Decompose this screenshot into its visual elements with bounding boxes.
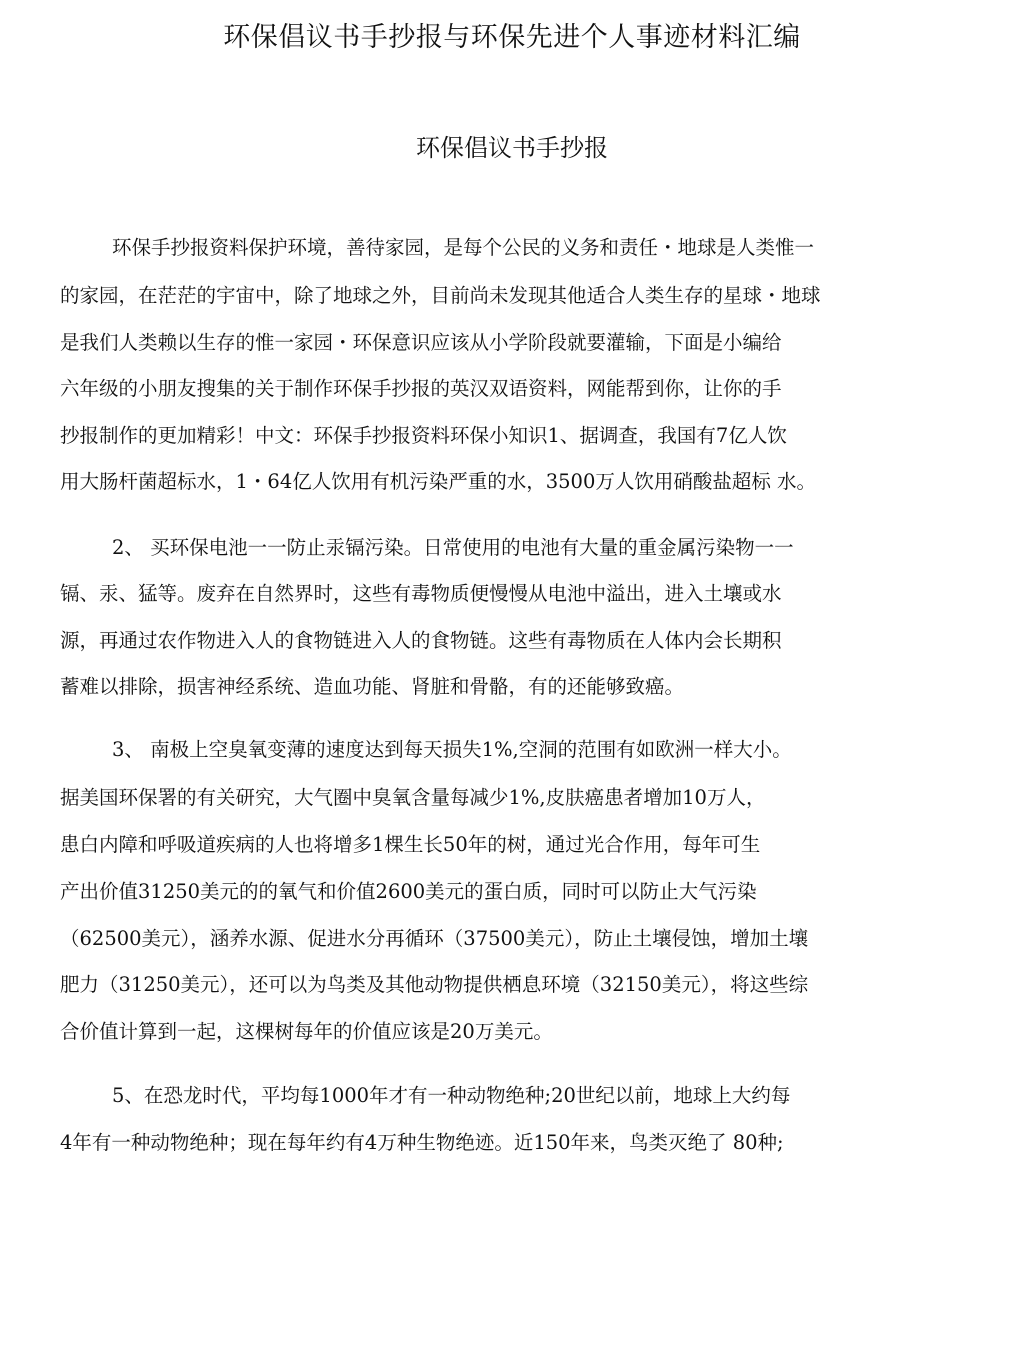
paragraph-line: 源，再通过农作物进入人的食物链进入人的食物链。这些有毒物质在人体内会长期积	[60, 629, 782, 652]
paragraph-line: 4年有一种动物绝种；现在每年约有4万种生物绝迹。近150年来，鸟类灭绝了 80种;	[60, 1131, 784, 1154]
paragraph-line: 2、 买环保电池一一防止汞镉污染。日常使用的电池有大量的重金属污染物一一	[112, 536, 794, 559]
paragraph-line: 用大肠杆菌超标水，1・64亿人饮用有机污染严重的水，3500万人饮用硝酸盐超标 水。	[60, 470, 817, 493]
paragraph-line: 据美国环保署的有关研究，大气圈中臭氧含量每减少1%,皮肤癌患者增加10万人，	[60, 786, 766, 809]
paragraph-line: 肥力（31250美元），还可以为鸟类及其他动物提供栖息环境（32150美元），将这些综	[60, 973, 809, 996]
paragraph-line: 产出价值31250美元的的氧气和价值2600美元的蛋白质，同时可以防止大气污染	[60, 880, 757, 903]
paragraph-line: 六年级的小朋友搜集的关于制作环保手抄报的英汉双语资料，网能帮到你，让你的手	[60, 377, 782, 400]
paragraph-line: 环保手抄报资料保护环境，善待家园，是每个公民的义务和责任・地球是人类惟一	[112, 236, 815, 259]
paragraph-line: 蓄难以排除，损害神经系统、造血功能、肾脏和骨骼，有的还能够致癌。	[60, 675, 685, 698]
paragraph-line: 抄报制作的更加精彩！中文：环保手抄报资料环保小知识1、据调查，我国有7亿人饮	[60, 424, 787, 447]
paragraph-line: （62500美元），涵养水源、促进水分再循环（37500美元），防止土壤侵蚀，增加土壤	[60, 927, 809, 950]
paragraph-line: 患白内障和呼吸道疾病的人也将增多1棵生长50年的树，通过光合作用，每年可生	[60, 833, 761, 856]
paragraph-line: 的家园，在茫茫的宇宙中，除了地球之外，目前尚未发现其他适合人类生存的星球・地球	[60, 284, 821, 307]
paragraph-line: 5、在恐龙时代，平均每1000年才有一种动物绝种;20世纪以前，地球上大约每	[112, 1084, 791, 1107]
paragraph-line: 是我们人类赖以生存的惟一家园・环保意识应该从小学阶段就要灌输，下面是小编给	[60, 331, 782, 354]
section-title: 环保倡议书手抄报	[416, 134, 608, 162]
paragraph-line: 镉、汞、猛等。废弃在自然界时，这些有毒物质便慢慢从电池中溢出，进入土壤或水	[60, 582, 782, 605]
paragraph-line: 3、 南极上空臭氧变薄的速度达到每天损失1%,空洞的范围有如欧洲一样大小。	[112, 738, 792, 761]
paragraph-line: 合价值计算到一起，这棵树每年的价值应该是20万美元。	[60, 1020, 553, 1043]
document-title: 环保倡议书手抄报与环保先进个人事迹材料汇编	[223, 22, 801, 53]
